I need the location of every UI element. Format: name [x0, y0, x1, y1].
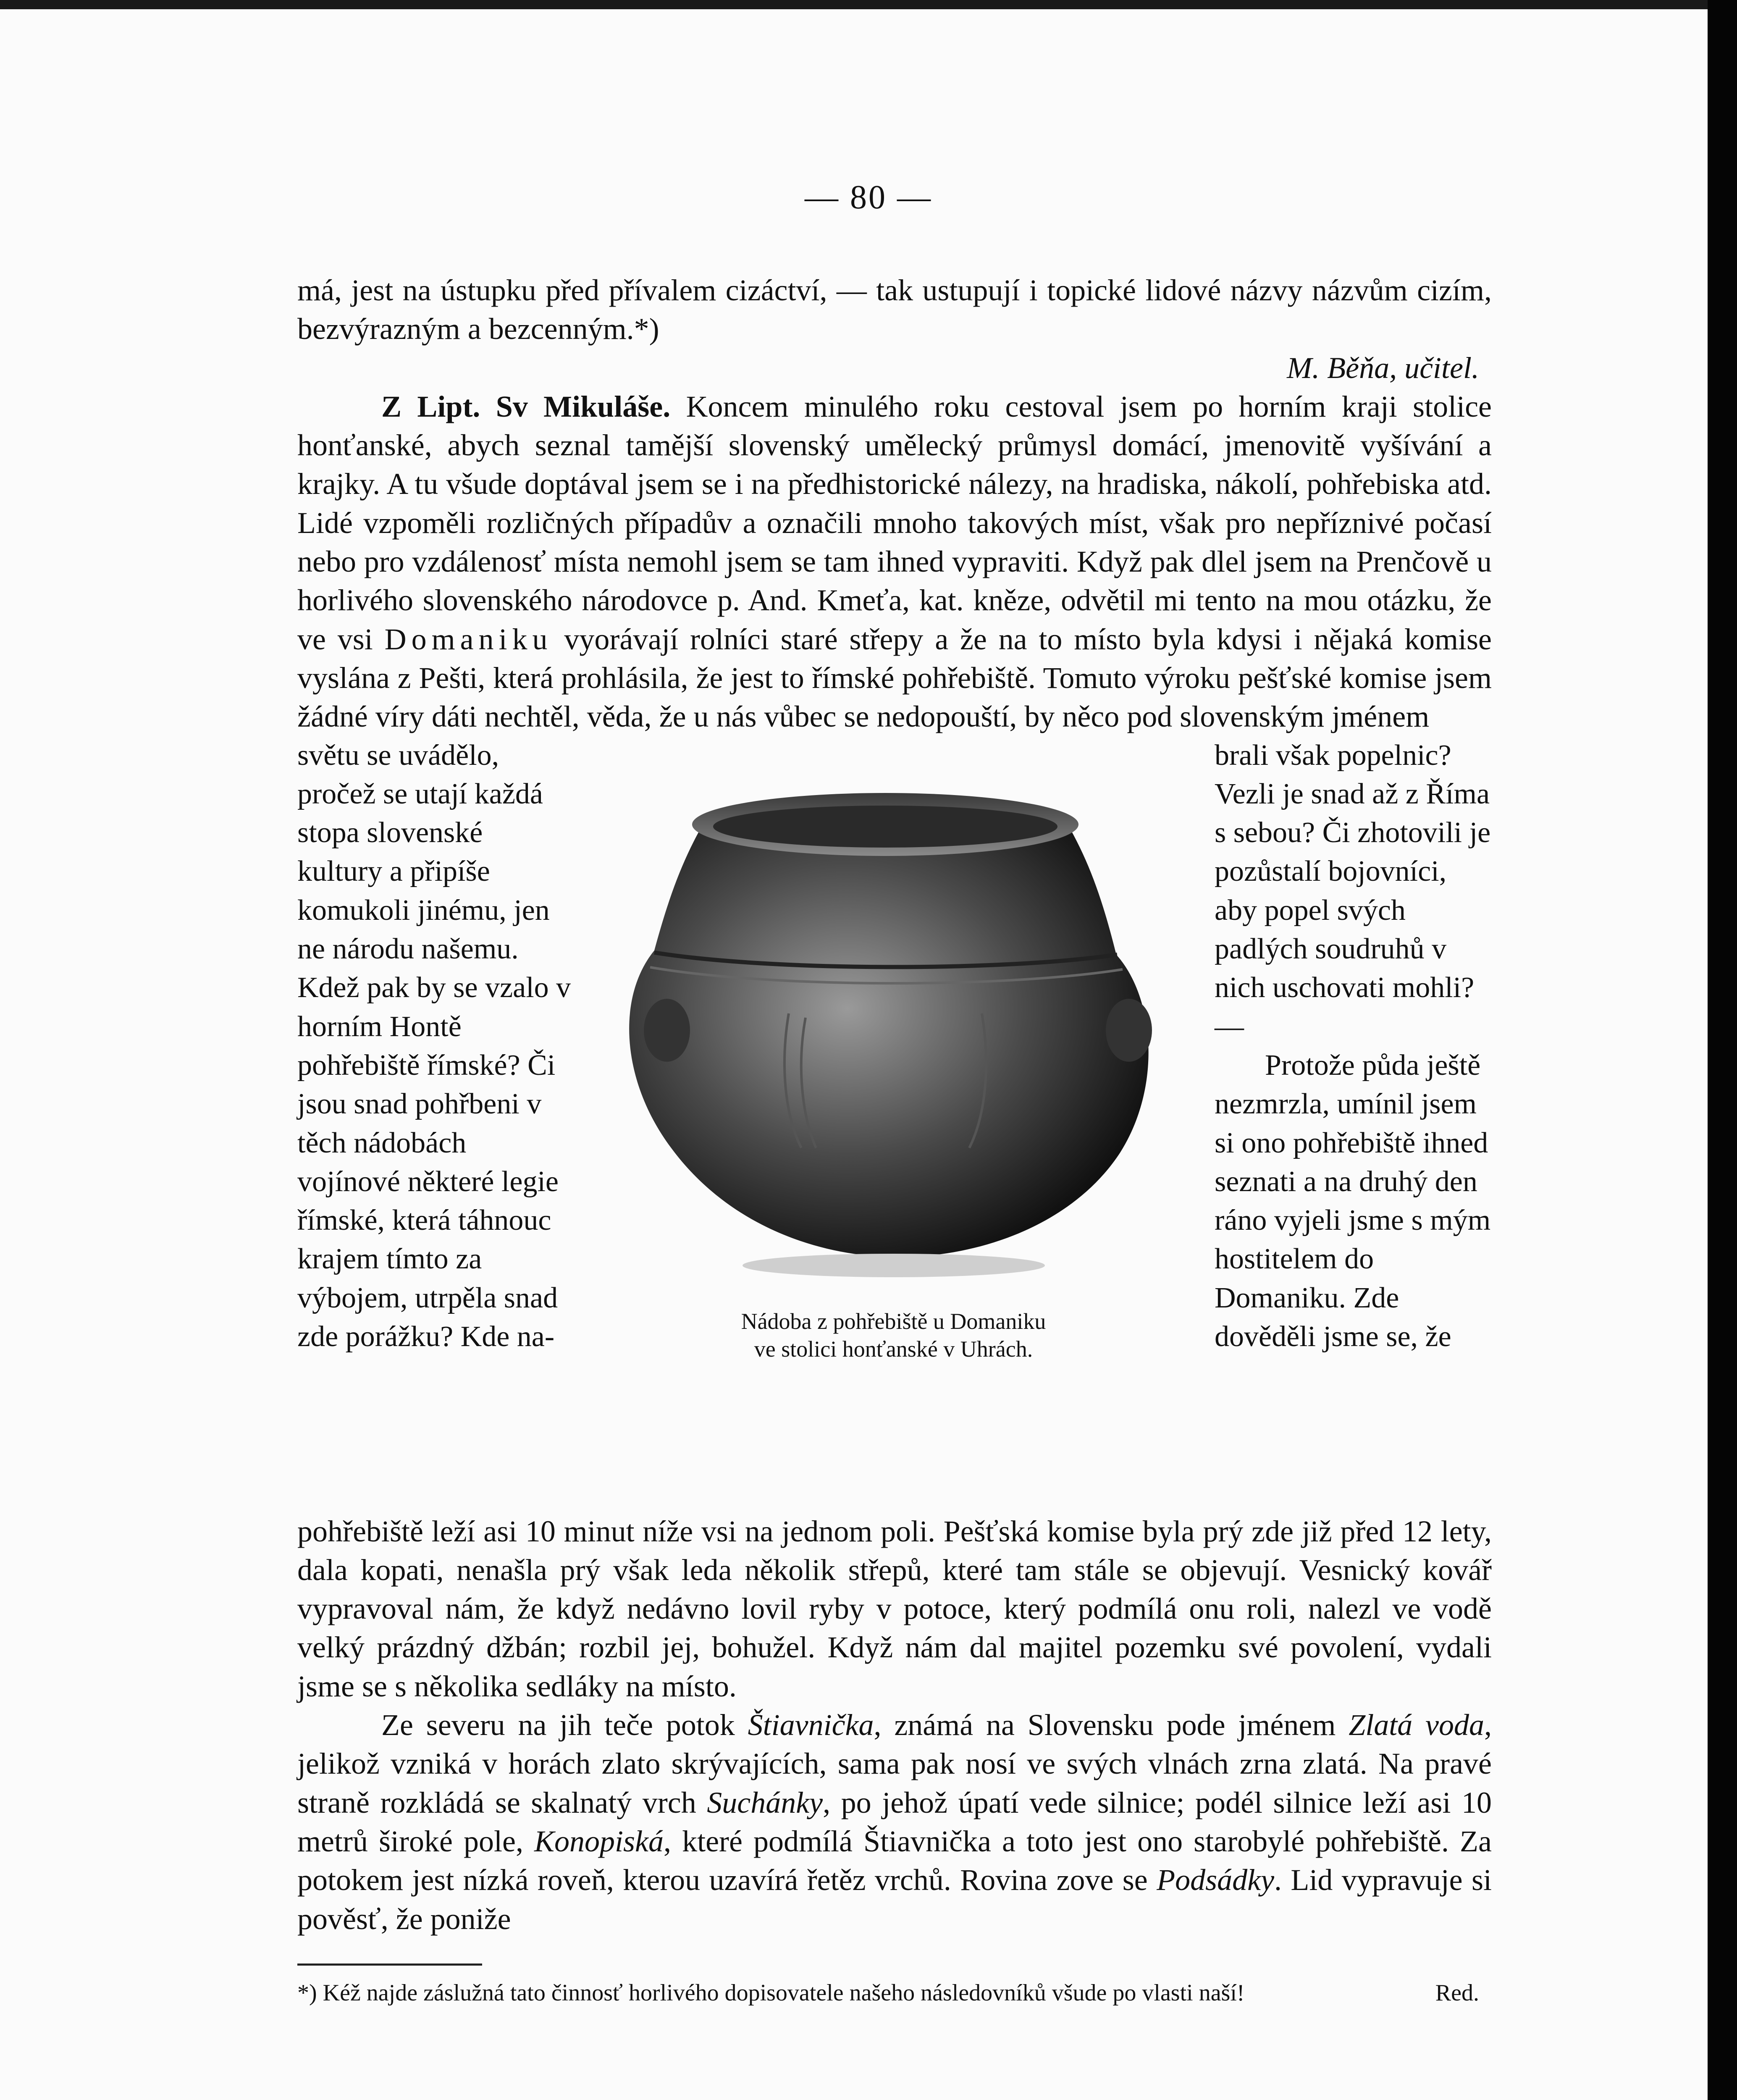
place-name: Domaniku [384, 622, 553, 656]
hill-name: Suchánky [707, 1785, 823, 1819]
footnote-sign: Red. [1435, 1979, 1479, 2006]
section-heading: Z Lipt. Sv Mikuláše. [381, 389, 671, 423]
para3-text-1: Ze severu na jih teče potok [381, 1708, 735, 1742]
para3-text-6: . Lid vypravuje si pověsť, že poniže [297, 1863, 1492, 1936]
stream-name: Štiavnička [748, 1708, 874, 1742]
page-number: — 80 — [805, 179, 932, 216]
footnote [297, 1978, 1492, 2008]
field-name: Konopiská [534, 1824, 664, 1858]
stream-alt-name: Zlatá voda [1349, 1708, 1485, 1742]
para3-text-5: , které podmílá Štiavnička a toto jest ono starobylé pohřebiště. Za potokem jest nízká roveň, kterou uzavírá řetěz vrchů. Rovina zove se [297, 1824, 1492, 1897]
figure [585, 736, 1202, 1512]
footnote-divider [297, 1964, 482, 1966]
section-text-c: pohřebiště leží asi 10 minut níže vsi na jednom poli. Pešťská komise byla prý zde již před 12 lety, dala kopati, nenašla prý však leda několik střepů, které tam stále se objevují. Vesnický kovář vypravoval nám, že když nedávno lovil ryby v potoce, který podmílá onu roli, nalezl ve vodě velký prázdný džbán; rozbil jej, bohužel. Když nám dal majitel pozemku své povolení, vydali jsme se s několika sedláky na místo. [297, 1514, 1492, 1703]
column-right-text-1: brali však popelnic? Vezli je snad až z Říma s sebou? Či zhotovili je pozůstalí bojovníci, aby popel svých padlých soudruhů v nich uschovati mohli? — [1215, 739, 1491, 1043]
text-column-left [297, 736, 572, 1512]
plain-name: Podsádky [1157, 1863, 1275, 1897]
para3-text-2: , známá na Slovensku pode jménem [874, 1708, 1336, 1742]
author-signature [297, 349, 1492, 387]
figure-caption [585, 1307, 1202, 1363]
para3-text-4: , po jehož úpatí vede silnice; podél silnice leží asi 10 metrů široké pole, [297, 1785, 1492, 1858]
author-signature-text: M. Běňa, učitel. [1287, 351, 1479, 385]
caption-line-2: ve stolici honťanské v Uhrách. [754, 1336, 1033, 1362]
paragraph-continuation: má, jest na ústupku před přívalem cizáctví, — tak ustupují i topické lidové názvy názvům cizím, bezvýrazným a bezcenným.*) [297, 273, 1492, 346]
text-column-right [1215, 736, 1492, 1512]
section-text-a: Koncem minulého roku cestoval jsem po horním kraji stolice honťanské, abych seznal tamější slovenský umělecký průmysl domácí, jmenovitě vyšívání a krajky. A tu všude doptával jsem se i na předhistorické nálezy, na hradiska, nákolí, pohřebiska atd. Lidé vzpoměli rozličných případův a označili mnoho takových míst, však pro nepříznivé počasí nebo pro vzdálenosť místa nemohl jsem se tam ihned vypraviti. Když pak dlel jsem na Prenčově u horlivého slovenského národovce p. And. Kmeťa, kat. kněze, odvětil mi tento na mou otázku, že ve vsi [297, 389, 1492, 656]
section-paragraph [297, 387, 1492, 736]
scan-edge-top [0, 0, 1737, 9]
caption-line-1: Nádoba z pohřebiště u Domaniku [741, 1308, 1046, 1334]
column-right-text-2: Protože půda ještě nezmrzla, umínil jsem si ono pohřebiště ihned seznati a na druhý den ráno vyjeli jsme s mým hostitelem do Domaniku. Zde dověděli jsme se, že [1215, 1049, 1491, 1353]
para3-text-3: , jelikož vzniká v horách zlato skrývajících, sama pak nosí ve svých vlnách zrna zlatá. Na pravé straně rozkládá se skalnatý vrch [297, 1708, 1492, 1819]
footnote-text: *) Kéž najde záslužná tato činnosť horlivého dopisovatele našeho následovníků všude po vlasti naší! [297, 1979, 1245, 2006]
column-left-text: světu se uvádělo, pročež se utají každá stopa slovenské kultury a připíše komukoli jinému, jen ne národu našemu. Kdež pak by se vzalo v horním Hontě pohřebiště římské? Či jsou snad pohřbeni v těch nádobách vojínové některé legie římské, která táhnouc krajem tímto za výbojem, utrpěla snad zde porážku? Kde na- [297, 739, 571, 1353]
paragraph-stream [297, 1706, 1492, 1938]
clay-vessel-illustration [604, 761, 1183, 1295]
article-body [297, 271, 1492, 2008]
scan-edge-right [1708, 0, 1737, 2100]
section-text-b: vyorávají rolníci staré střepy a že na to místo byla kdysi i nějaká komise vyslána z Pešti, která prohlásila, že jest to římské pohřebiště. Tomuto výroku pešťské komise jsem žádné víry dáti nechtěl, věda, že u nás vůbec se nedopouští, by něco pod slovenským jménem [297, 622, 1492, 734]
